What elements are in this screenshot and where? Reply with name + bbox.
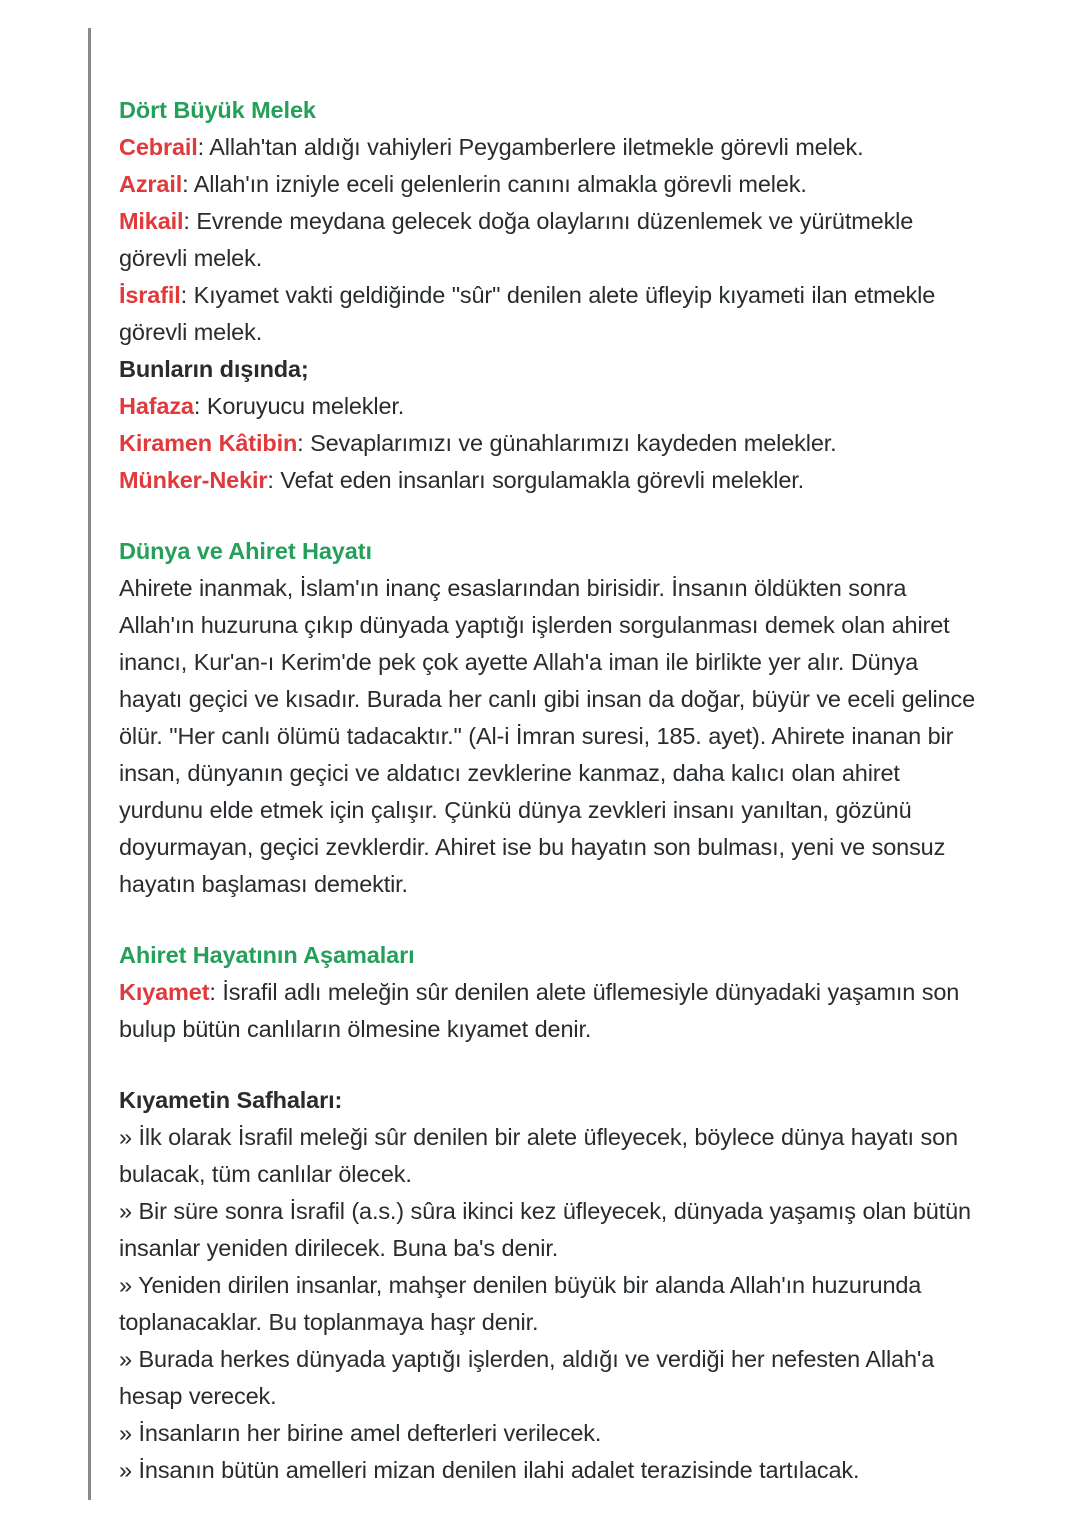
entry-israfil bbox=[119, 277, 979, 351]
term-munker-nekir: Münker-Nekir bbox=[119, 467, 268, 493]
section-dunya-ve-ahiret-hayati bbox=[119, 533, 979, 903]
bullet-item-1 bbox=[119, 1119, 979, 1193]
paragraph-dunya-ve-ahiret-hayati: Ahirete inanmak, İslam'ın inanç esaslarından birisidir. İnsanın öldükten sonra Allah'ın huzuruna çıkıp dünyada yaptığı işlerden sorgulanması demek olan ahiret inancı, Kur'an-ı Kerim'de pek çok ayette Allah'a iman ile birlikte yer alır. Dünya hayatı geçici ve kısadır. Burada her canlı gibi insan da doğar, büyür ve eceli gelince ölür. "Her canlı ölümü tadacaktır." (Al-i İmran suresi, 185. ayet). Ahirete inanan bir insan, dünyanın geçici ve aldatıcı zevklerine kanmaz, daha kalıcı olan ahiret yurdunu elde etmek için çalışır. Çünkü dünya zevkleri insanı yanıltan, gözünü doyurmayan, geçici zevklerdir. Ahiret ise bu hayatın son bulması, yeni ve sonsuz hayatın başlaması demektir. bbox=[119, 575, 976, 897]
section-heading-ahiret-hayatinin-asamalari: Ahiret Hayatının Aşamaları bbox=[119, 942, 415, 968]
entry-hafaza bbox=[119, 388, 979, 425]
bullet-marker-icon: » bbox=[119, 1124, 132, 1150]
entry-cebrail-text: : Allah'tan aldığı vahiyleri Peygamberlere iletmekle görevli melek. bbox=[197, 134, 864, 160]
section-heading-dunya-ve-ahiret-hayati: Dünya ve Ahiret Hayatı bbox=[119, 538, 372, 564]
bullet-item-2 bbox=[119, 1193, 979, 1267]
term-cebrail: Cebrail bbox=[119, 134, 198, 160]
entry-kiramen-katibin-text: : Sevaplarımızı ve günahlarımızı kaydeden melekler. bbox=[297, 430, 837, 456]
bullet-item-5-text: İnsanların her birine amel defterleri verilecek. bbox=[138, 1420, 602, 1446]
entry-kiramen-katibin bbox=[119, 425, 979, 462]
entry-munker-nekir-text: : Vefat eden insanları sorgulamakla görevli melekler. bbox=[267, 467, 805, 493]
entry-kiyamet bbox=[119, 974, 979, 1048]
term-mikail: Mikail bbox=[119, 208, 184, 234]
entry-mikail-text: : Evrende meydana gelecek doğa olaylarını düzenlemek ve yürütmekle görevli melek. bbox=[119, 208, 914, 271]
entry-azrail-text: : Allah'ın izniyle eceli gelenlerin canını almakla görevli melek. bbox=[182, 171, 807, 197]
term-israfil: İsrafil bbox=[119, 282, 181, 308]
bullet-marker-icon: » bbox=[119, 1198, 132, 1224]
entry-israfil-text: : Kıyamet vakti geldiğinde "sûr" denilen alete üfleyip kıyameti ilan etmekle görevli melek. bbox=[119, 282, 936, 345]
bullet-item-4 bbox=[119, 1341, 979, 1415]
subheading-kiyametin-safhalari: Kıyametin Safhaları: bbox=[119, 1087, 343, 1113]
entry-cebrail bbox=[119, 129, 979, 166]
bullet-item-6 bbox=[119, 1452, 979, 1489]
bullet-item-2-text: Bir süre sonra İsrafil (a.s.) sûra ikinci kez üfleyecek, dünyada yaşamış olan bütün insanlar yeniden dirilecek. Buna ba's denir. bbox=[119, 1198, 971, 1261]
document-body bbox=[119, 0, 979, 1489]
entry-azrail bbox=[119, 166, 979, 203]
bullet-marker-icon: » bbox=[119, 1346, 132, 1372]
term-azrail: Azrail bbox=[119, 171, 183, 197]
bullet-marker-icon: » bbox=[119, 1457, 132, 1483]
entry-munker-nekir bbox=[119, 462, 979, 499]
term-kiramen-katibin: Kiramen Kâtibin bbox=[119, 430, 298, 456]
bullet-marker-icon: » bbox=[119, 1272, 132, 1298]
bullet-item-1-text: İlk olarak İsrafil meleği sûr denilen bir alete üfleyecek, böylece dünya hayatı son bulacak, tüm canlılar ölecek. bbox=[119, 1124, 958, 1187]
bullet-marker-icon: » bbox=[119, 1420, 132, 1446]
bullet-item-5 bbox=[119, 1415, 979, 1452]
bullet-item-3 bbox=[119, 1267, 979, 1341]
section-heading-dort-buyuk-melek: Dört Büyük Melek bbox=[119, 97, 316, 123]
entry-mikail bbox=[119, 203, 979, 277]
entry-kiyamet-text: : İsrafil adlı meleğin sûr denilen alete üflemesiyle dünyadaki yaşamın son bulup bütün canlıların ölmesine kıyamet denir. bbox=[119, 979, 960, 1042]
term-kiyamet: Kıyamet bbox=[119, 979, 210, 1005]
entry-hafaza-text: : Koruyucu melekler. bbox=[193, 393, 405, 419]
section-kiyametin-safhalari bbox=[119, 1082, 979, 1489]
bullet-item-6-text: İnsanın bütün amelleri mizan denilen ilahi adalet terazisinde tartılacak. bbox=[138, 1457, 860, 1483]
entry-bunlarin-disinda: Bunların dışında; bbox=[119, 356, 309, 382]
term-hafaza: Hafaza bbox=[119, 393, 194, 419]
section-dort-buyuk-melek bbox=[119, 92, 979, 499]
page-left-rule bbox=[88, 28, 91, 1500]
section-ahiret-hayatinin-asamalari bbox=[119, 937, 979, 1048]
bullet-item-3-text: Yeniden dirilen insanlar, mahşer denilen büyük bir alanda Allah'ın huzurunda toplanacaklar. Bu toplanmaya haşr denir. bbox=[119, 1272, 922, 1335]
bullet-item-4-text: Burada herkes dünyada yaptığı işlerden, aldığı ve verdiği her nefesten Allah'a hesap verecek. bbox=[119, 1346, 935, 1409]
